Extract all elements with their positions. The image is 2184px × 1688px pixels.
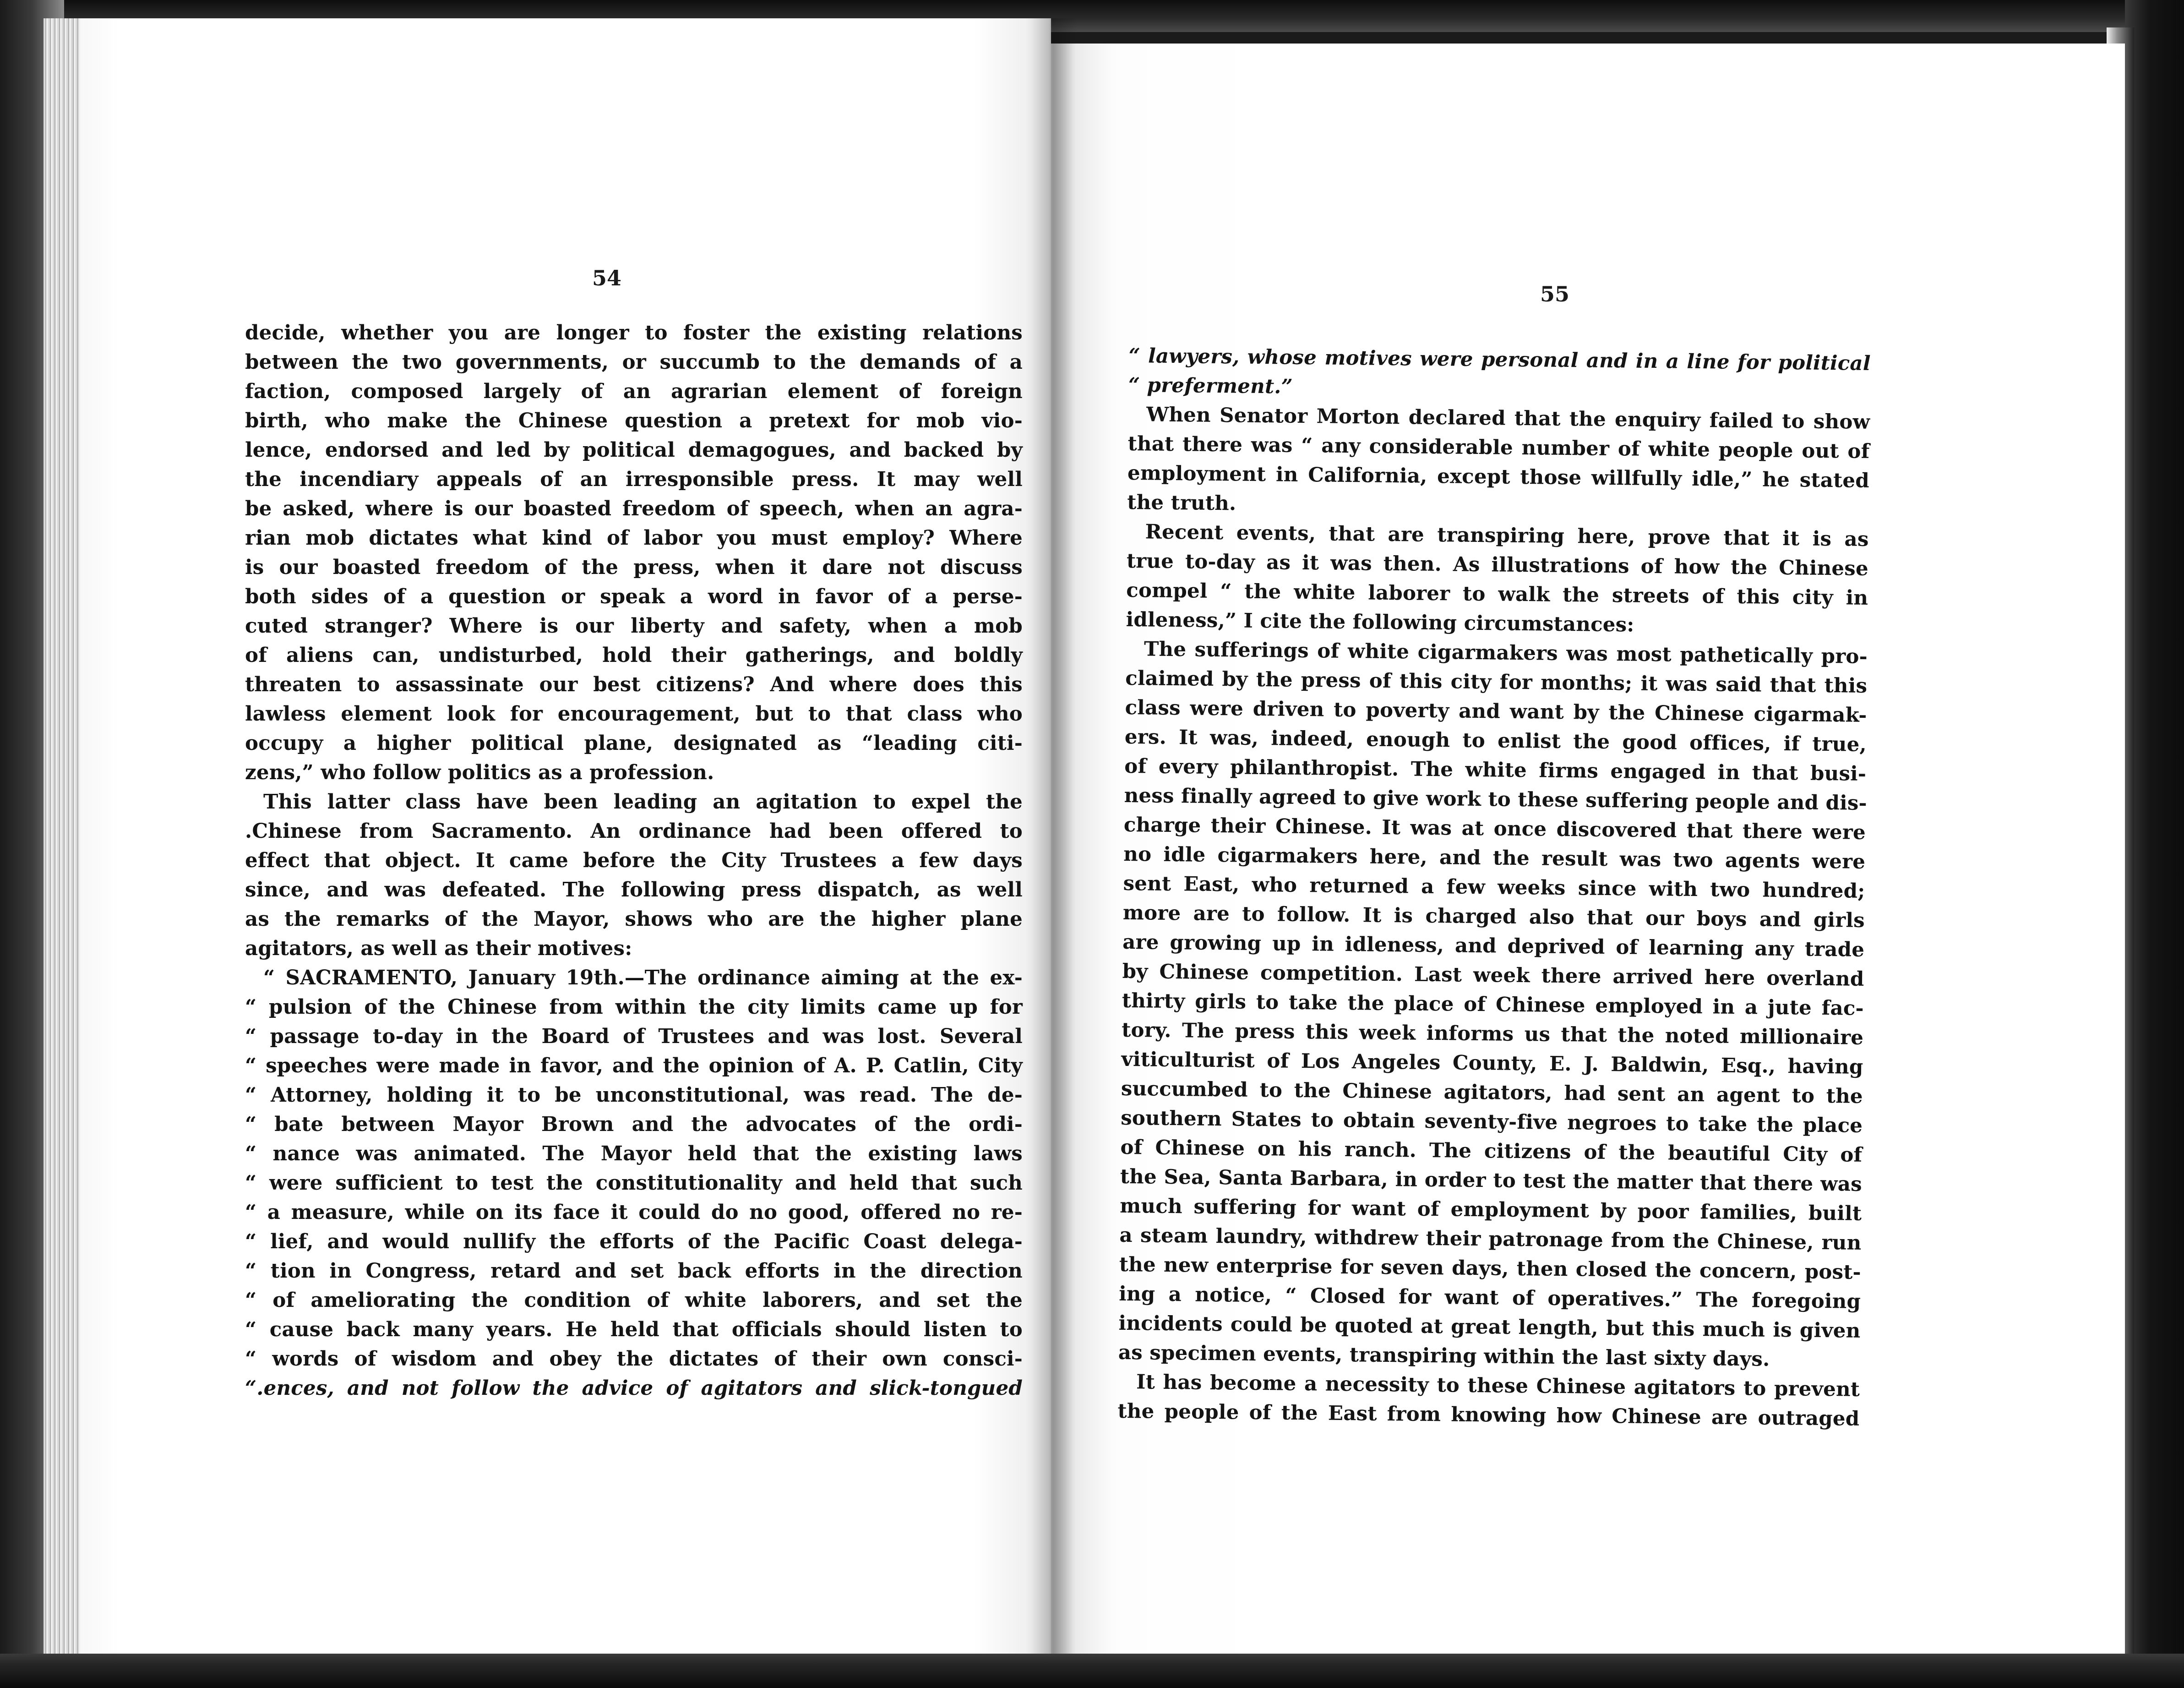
text-line: much suffering for want of employment by poor families, built	[1119, 1194, 1862, 1225]
text-line: decide, whether you are longer to foster the existing relations	[245, 321, 1023, 344]
text-line: ness finally agreed to give work to these suffering people and dis-	[1124, 783, 1868, 815]
text-line: are growing up in idleness, and deprived of learning any trade	[1122, 930, 1865, 961]
right-page	[1051, 44, 2125, 1656]
text-line: the people of the East from knowing how Chinese are outraged	[1117, 1399, 1860, 1431]
text-line: compel “ the white laborer to walk the streets of this city in	[1126, 578, 1868, 610]
text-line: agitators, as well as their motives:	[245, 937, 632, 960]
text-line: lawless element look for encouragement, but to that class who	[245, 702, 1023, 726]
text-line: “ nance was animated. The Mayor held that the existing laws	[245, 1142, 1023, 1165]
text-line: thirty girls to take the place of Chinese employed in a jute fac-	[1122, 989, 1864, 1020]
text-line: This latter class have been leading an agitation to expel the	[263, 790, 1023, 814]
text-line: charge their Chinese. It was at once discovered that there were	[1123, 813, 1866, 844]
text-line: sent East, who returned a few weeks since with two hundred;	[1123, 871, 1865, 903]
text-line: tory. The press this week informs us that the noted millionaire	[1121, 1018, 1864, 1049]
text-line: be asked, where is our boasted freedom of speech, when an agra-	[245, 497, 1023, 520]
text-line: “ SACRAMENTO, January 19th.—The ordinance aiming at the ex-	[263, 966, 1023, 989]
text-line: ers. It was, indeed, enough to enlist the good offices, if true,	[1124, 725, 1867, 756]
text-line: by Chinese competition. Last week there arrived here overland	[1122, 959, 1864, 991]
text-line: as specimen events, transpiring within the last sixty days.	[1118, 1340, 1770, 1371]
text-line: true to-day as it was then. As illustrations of how the Chinese	[1126, 549, 1869, 580]
text-line: of Chinese on his ranch. The citizens of the beautiful City of	[1120, 1135, 1863, 1167]
page-number-left: 54	[592, 266, 621, 290]
text-line: of every philanthropist. The white firms engaged in that busi-	[1124, 754, 1867, 786]
text-line: “.ences, and not follow the advice of agitators and slick-tongued	[245, 1377, 1023, 1400]
text-line: class were driven to poverty and want by the Chinese cigarmak-	[1125, 695, 1867, 727]
text-line: threaten to assassinate our best citizens? And where does this	[245, 673, 1023, 696]
text-line: the Sea, Santa Barbara, in order to test the matter that there was	[1120, 1164, 1863, 1196]
text-line: occupy a higher political plane, designated as “leading citi-	[245, 732, 1023, 755]
text-line: effect that object. It came before the City Trustees a few days	[245, 849, 1023, 872]
text-line: “ were sufficient to test the constitutionality and held that such	[245, 1171, 1023, 1195]
left-page	[80, 18, 1051, 1658]
text-line: cuted stranger? Where is our liberty and safety, when a mob	[245, 614, 1023, 638]
text-line: birth, who make the Chinese question a pretext for mob vio-	[245, 409, 1023, 432]
scan-edge-bottom	[0, 1654, 2184, 1688]
text-line: “ words of wisdom and obey the dictates of their own consci-	[245, 1347, 1023, 1371]
text-line: both sides of a question or speak a word in favor of a perse-	[245, 585, 1023, 608]
text-line: “ lawyers, whose motives were personal and in a line for political	[1128, 344, 1871, 375]
text-line: as the remarks of the Mayor, shows who are the higher plane	[245, 907, 1023, 931]
text-line: the new enterprise for seven days, then closed the concern, post-	[1119, 1252, 1862, 1284]
text-line: more are to follow. It is charged also that our boys and girls	[1122, 901, 1865, 932]
left-page-body	[245, 318, 1023, 1403]
text-line: “ speeches were made in favor, and the opinion of A. P. Catlin, City	[245, 1054, 1023, 1077]
text-line: “ a measure, while on its face it could do no good, offered no re-	[245, 1201, 1023, 1224]
text-line: between the two governments, or succumb to the demands of a	[245, 350, 1023, 374]
right-page-body	[1117, 341, 1871, 1434]
text-line: ing a notice, “ Closed for want of operatives.” The foregoing	[1118, 1282, 1861, 1313]
text-line: southern States to obtain seventy-five negroes to take the place	[1120, 1106, 1863, 1137]
text-line: “ bate between Mayor Brown and the advocates of the ordi-	[245, 1113, 1023, 1136]
text-line: “ lief, and would nullify the efforts of the Pacific Coast delega-	[245, 1230, 1023, 1253]
text-line: “ preferment.”	[1128, 373, 1293, 399]
text-line: “ cause back many years. He held that officials should listen to	[245, 1318, 1023, 1341]
book-gutter	[1026, 18, 1076, 1658]
text-line: the incendiary appeals of an irresponsible press. It may well	[245, 468, 1023, 491]
text-line: Recent events, that are transpiring here, prove that it is as	[1145, 520, 1869, 551]
text-line: lence, endorsed and led by political demagogues, and backed by	[245, 438, 1023, 462]
text-line: “ Attorney, holding it to be unconstitutional, was read. The de-	[245, 1083, 1023, 1107]
text-line: claimed by the press of this city for months; it was said that this	[1125, 666, 1868, 698]
text-line: zens,” who follow politics as a profession.	[245, 761, 714, 784]
text-line: When Senator Morton declared that the enquiry failed to show	[1146, 403, 1870, 434]
text-line: “ pulsion of the Chinese from within the city limits came up for	[245, 995, 1023, 1019]
text-line: rian mob dictates what kind of labor you must employ? Where	[245, 526, 1023, 550]
text-line: the truth.	[1127, 490, 1236, 515]
text-line: “ tion in Congress, retard and set back efforts in the direction	[245, 1259, 1023, 1283]
text-line: succumbed to the Chinese agitators, had sent an agent to the	[1121, 1076, 1863, 1108]
text-line: is our boasted freedom of the press, when it dare not discuss	[245, 556, 1023, 579]
text-line: incidents could be quoted at great length, but this much is given	[1118, 1311, 1861, 1343]
text-line: The sufferings of white cigarmakers was most pathetically pro-	[1144, 637, 1868, 668]
text-line: employment in California, except those willfully idle,” he stated	[1127, 461, 1870, 492]
text-line: It has become a necessity to these Chinese agitators to prevent	[1136, 1370, 1860, 1401]
text-line: idleness,” I cite the following circumstances:	[1126, 607, 1634, 637]
text-line: since, and was defeated. The following press dispatch, as well	[245, 878, 1023, 901]
text-line: a steam laundry, withdrew their patronage from the Chinese, run	[1119, 1223, 1862, 1255]
text-line: “ passage to-day in the Board of Trustees and was lost. Several	[245, 1025, 1023, 1048]
text-line: that there was “ any considerable number of white people out of	[1127, 432, 1870, 463]
text-line: no idle cigarmakers here, and the result was two agents were	[1123, 842, 1866, 874]
text-line: faction, composed largely of an agrarian element of foreign	[245, 380, 1023, 403]
text-line: of aliens can, undisturbed, hold their gatherings, and boldly	[245, 644, 1023, 667]
text-line: “ of ameliorating the condition of white laborers, and set the	[245, 1289, 1023, 1312]
page-number-right: 55	[1540, 282, 1569, 306]
text-line: .Chinese from Sacramento. An ordinance had been offered to	[245, 819, 1023, 843]
text-line: viticulturist of Los Angeles County, E. J. Baldwin, Esq., having	[1121, 1047, 1863, 1079]
